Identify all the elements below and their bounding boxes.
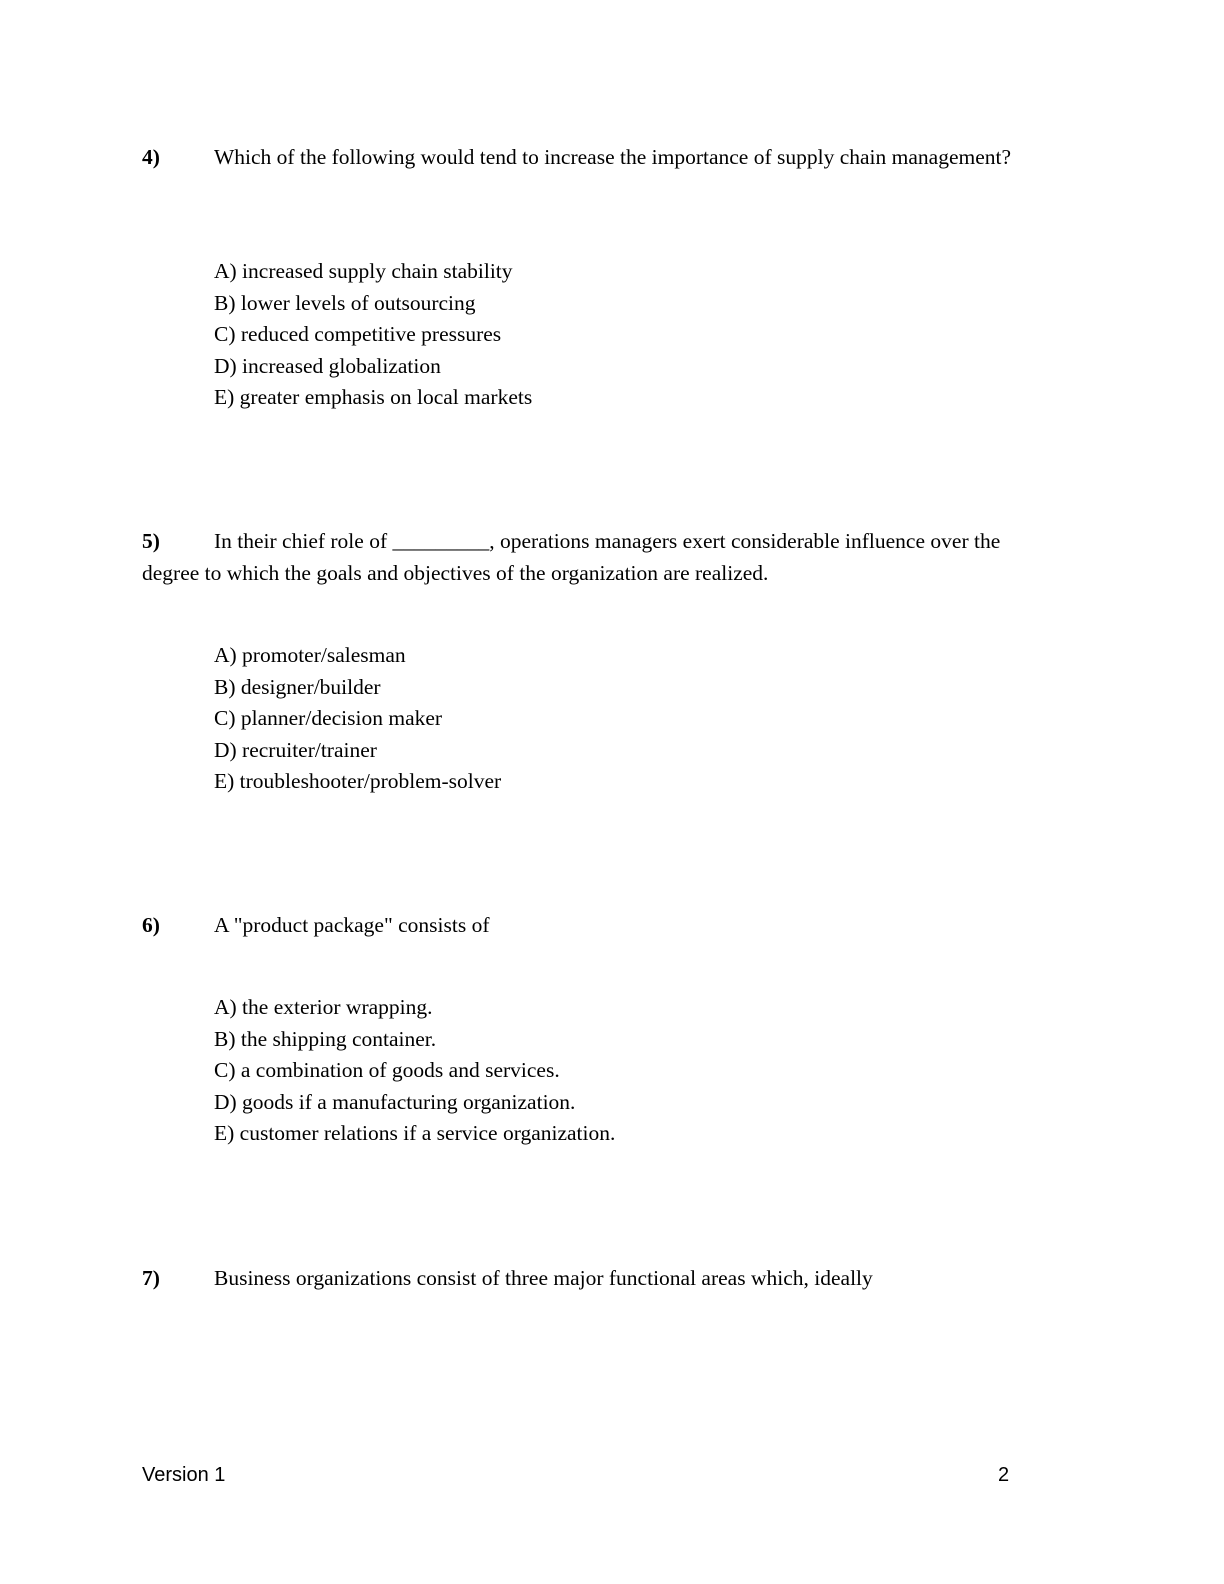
question-number: 6) [142, 913, 160, 937]
option-d: D) increased globalization [214, 353, 441, 378]
question-number: 4) [142, 145, 160, 169]
option-c: C) a combination of goods and services. [214, 1058, 560, 1082]
option-b: B) lower levels of outsourcing [214, 290, 476, 315]
question-5 [142, 526, 1062, 589]
option-d: D) recruiter/trainer [214, 737, 377, 762]
option-b: B) the shipping container. [214, 1026, 437, 1051]
option-a: A) increased supply chain stability [214, 259, 513, 283]
question-4-options [214, 256, 532, 414]
option-d: D) goods if a manufacturing organization. [214, 1089, 576, 1114]
question-text: In their chief role of _________, operations managers exert considerable influence over the degree to which the goals and objectives of the organization are realized. [142, 529, 1001, 585]
question-text: Which of the following would tend to increase the importance of supply chain management? [214, 145, 1012, 169]
option-b: B) designer/builder [214, 674, 381, 699]
option-e: E) troubleshooter/problem-solver [214, 769, 502, 793]
option-a: A) promoter/salesman [214, 643, 406, 667]
question-7 [142, 1263, 1062, 1295]
footer-page-number: 2 [998, 1464, 1010, 1486]
question-4 [142, 142, 1062, 174]
option-a: A) the exterior wrapping. [214, 995, 433, 1019]
question-text: Business organizations consist of three major functional areas which, ideally [214, 1266, 873, 1290]
question-number: 5) [142, 529, 160, 553]
option-e: E) greater emphasis on local markets [214, 385, 533, 409]
question-number: 7) [142, 1266, 160, 1290]
footer-version: Version 1 [142, 1464, 226, 1486]
option-c: C) reduced competitive pressures [214, 322, 502, 346]
question-5-options [214, 640, 501, 798]
question-6-options [214, 992, 615, 1150]
question-text: A "product package" consists of [214, 913, 490, 937]
option-e: E) customer relations if a service organization. [214, 1121, 616, 1145]
question-6 [142, 910, 1062, 942]
option-c: C) planner/decision maker [214, 706, 443, 730]
